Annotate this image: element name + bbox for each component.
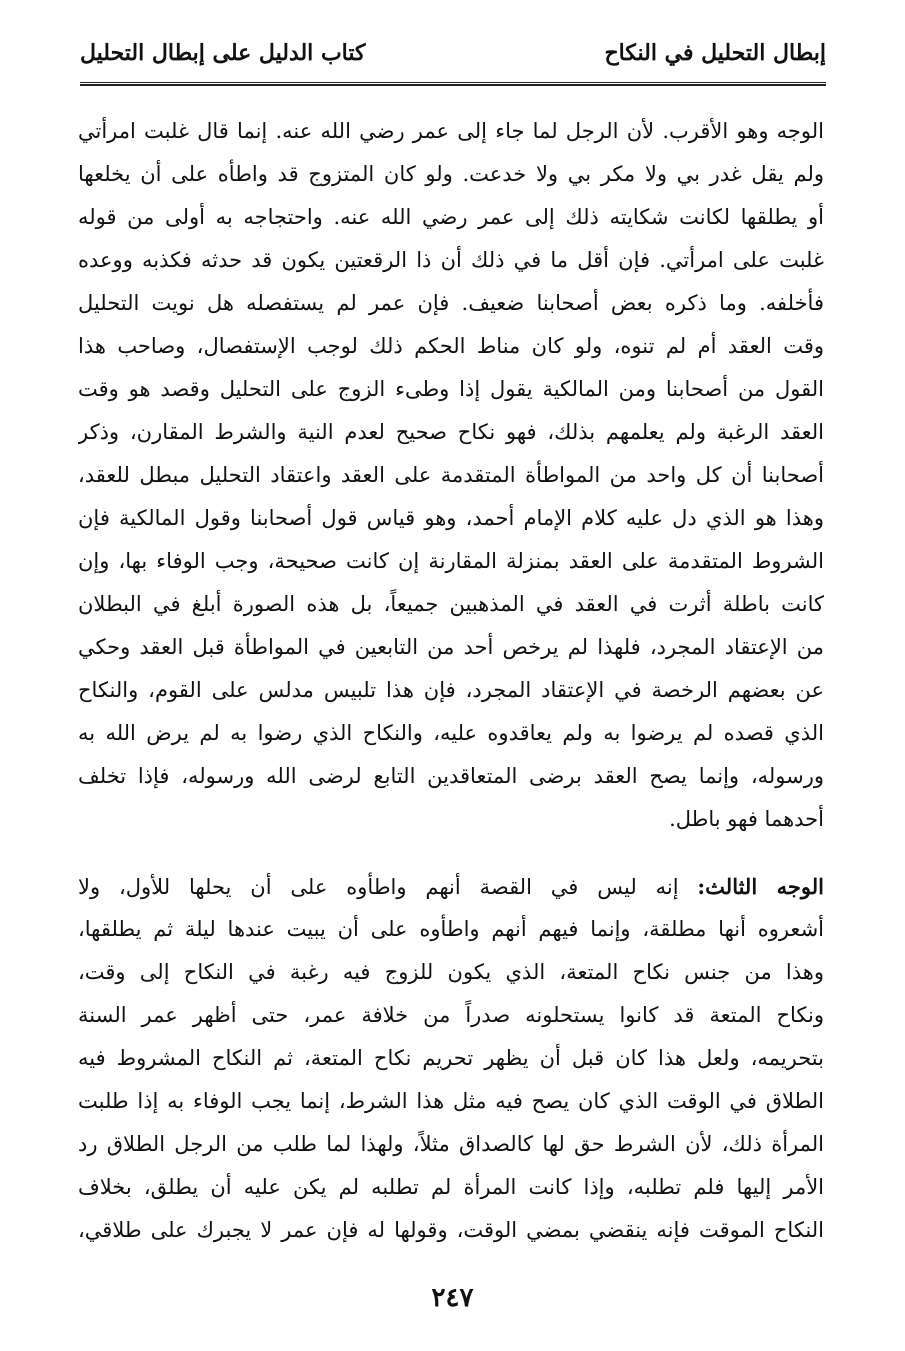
text-line: الوجه وهو الأقرب. لأن الرجل لما جاء إلى عمر رضي الله عنه. إنما قال غلبت امرأتي (78, 119, 824, 143)
section-label: الوجه الثالث: (697, 874, 824, 899)
text-line: كانت باطلة أثرت في العقد في المذهبين جميعاً، بل هذه الصورة أبلغ في البطلان (78, 592, 824, 616)
text-line: أحدهما فهو باطل. (669, 807, 824, 831)
text-line: الأمر إليها فلم تطلبه، وإذا كانت المرأة لم تطلبه لم يكن عليه أن يطلق، بخلاف (78, 1175, 824, 1199)
book-title: إبطال التحليل في النكاح (604, 40, 826, 66)
paragraph-gap (78, 841, 824, 865)
text-line: غلبت على امرأتي. فإن أقل ما في ذلك أن ذا الرقعتين يكون قد حدثه فكذبه ووعده (78, 248, 824, 272)
text-line (78, 865, 824, 908)
text-line: ولم يقل غدر بي ولا مكر بي ولا خدعت. ولو كان المتزوج قد واطأه على أن يخلعها (78, 162, 824, 186)
text-line: عن بعضهم الرخصة في الإعتقاد المجرد، فإن هذا تلبيس مدلس على القوم، والنكاح (78, 678, 824, 702)
text-line: ونكاح المتعة قد كانوا يستحلونه صدراً من خلافة عمر، حتى أظهر عمر السنة (78, 1003, 824, 1027)
text-line: بتحريمه، ولعل هذا كان قبل أن يظهر تحريم نكاح المتعة، ثم النكاح المشروط فيه (78, 1046, 824, 1070)
text-line: أصحابنا أن كل واحد من المواطأة المتقدمة على العقد واعتقاد التحليل مبطل للعقد، (78, 463, 824, 487)
text-line: الطلاق في الوقت الذي كان يصح فيه مثل هذا الشرط، إنما يجب الوفاء به إذا طلبت (78, 1089, 824, 1113)
text-line: وهذا هو الذي دل عليه كلام الإمام أحمد، وهو قياس قول أصحابنا وقول المالكية فإن (78, 506, 824, 530)
text-span: إنه ليس في القصة أنهم واطأوه على أن يحلها للأول، ولا (78, 875, 698, 899)
page-body (78, 110, 824, 1252)
text-line: أشعروه أنها مطلقة، وإنما فيهم أنهم واطأوه على أن يبيت عندها ليلة ثم يطلقها، (78, 917, 824, 941)
text-line: ورسوله، وإنما يصح العقد برضى المتعاقدين التابع لرضى الله ورسوله، فإذا تخلف (78, 764, 824, 788)
header-divider (80, 82, 826, 86)
text-line: أو يطلقها لكانت شكايته ذلك إلى عمر رضي الله عنه. واحتجاجه به أولى من قوله (78, 205, 824, 229)
text-line: النكاح الموقت فإنه ينقضي بمضي الوقت، وقولها له فإن عمر لا يجبرك على طلاقي، (78, 1218, 824, 1242)
chapter-title: كتاب الدليل على إبطال التحليل (80, 40, 366, 66)
paragraph-1 (78, 110, 824, 841)
text-line: من الإعتقاد المجرد، فلهذا لم يرخص أحد من التابعين في المواطأة قبل العقد وحكي (78, 635, 824, 659)
text-line: فأخلفه. وما ذكره بعض أصحابنا ضعيف. فإن عمر لم يستفصله هل نويت التحليل (78, 291, 824, 315)
running-header (80, 40, 826, 80)
text-line: وقت العقد أم لم تنوه، ولو كان مناط الحكم ذلك لوجب الإستفصال، وصاحب هذا (78, 334, 824, 358)
text-line: المرأة ذلك، لأن الشرط حق لها كالصداق مثلاً، ولهذا لما طلب من الرجل الطلاق رد (78, 1132, 824, 1156)
text-line: الذي قصده لم يرضوا به ولم يعاقدوه عليه، والنكاح الذي رضوا به لم يرض الله به (78, 721, 824, 745)
page-number: ٢٤٧ (431, 1283, 474, 1313)
text-line: العقد الرغبة ولم يعلمهم بذلك، فهو نكاح صحيح لعدم النية والشرط المقارن، وذكر (78, 420, 824, 444)
text-line: الشروط المتقدمة على العقد بمنزلة المقارنة إن كانت صحيحة، وجب الوفاء بها، وإن (78, 549, 824, 573)
text-line: وهذا من جنس نكاح المتعة، الذي يكون للزوج فيه رغبة في النكاح إلى وقت، (78, 960, 824, 984)
text-line: القول من أصحابنا ومن المالكية يقول إذا وطىء الزوج على التحليل وقصد هو وقت (78, 377, 824, 401)
paragraph-2 (78, 865, 824, 1252)
